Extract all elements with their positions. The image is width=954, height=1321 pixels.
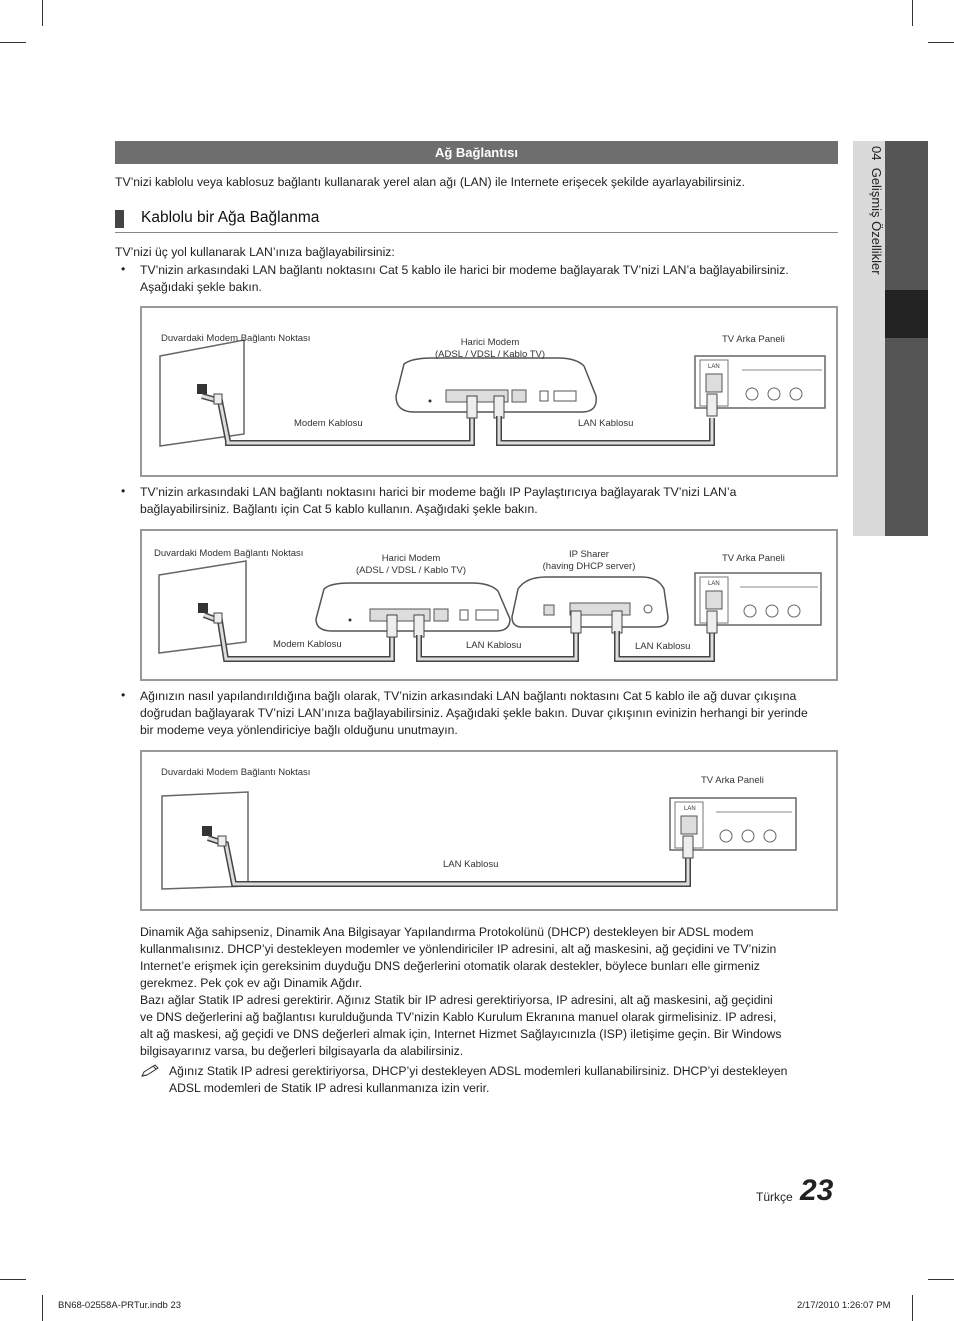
note-text	[169, 1063, 839, 1097]
tv-panel-label: TV Arka Paneli	[722, 553, 785, 564]
section-banner: Ağ Bağlantısı	[115, 141, 838, 164]
bullet-2-text	[140, 484, 840, 518]
lan-cable-label: LAN Kablosu	[466, 640, 522, 651]
lan-port-label: LAN	[684, 806, 696, 812]
text-line: TV’nizin arkasındaki LAN bağlantı noktasını harici bir modeme bağlı IP Paylaştırıcıya bağlayarak TV’nizi LAN’a	[140, 485, 737, 499]
lan-cable-label: LAN Kablosu	[578, 418, 634, 429]
modem-label-line1: Harici Modem	[460, 337, 520, 348]
heading-title: Kablolu bir Ağa Bağlanma	[141, 209, 320, 226]
diagram-modem	[140, 306, 838, 477]
crop-mark	[928, 42, 954, 43]
print-file-info: BN68-02558A-PRTur.indb 23	[58, 1300, 182, 1311]
bullet-symbol: •	[121, 262, 126, 276]
print-date-info: 2/17/2010 1:26:07 PM	[797, 1300, 891, 1311]
text-line: doğrudan bağlayarak TV’nizi LAN’ınıza bağlayabilirsiniz. Aşağıdaki şekle bakın. Duvar çıkışının evinizin herhangi bir yerinde	[140, 706, 808, 720]
modem-label-line2: (ADSL / VDSL / Kablo TV)	[356, 565, 466, 576]
text-line: TV’nizin arkasındaki LAN bağlantı noktasını Cat 5 kablo ile harici bir modeme bağlayarak TV’nizi LAN’a bağlayabilirsiniz.	[140, 263, 789, 277]
lan-cable-label: LAN Kablosu	[443, 859, 499, 870]
lan-port-label: LAN	[708, 364, 720, 370]
crop-mark	[928, 1279, 954, 1280]
text-line: Internet’e erişmek için gereksinim duyduğu DNS değerlerini otomatik olarak destekler, böylece bunları elle girmeniz	[140, 959, 760, 973]
lan-cable-label: LAN Kablosu	[635, 641, 691, 652]
crop-mark	[912, 0, 913, 26]
ip-sharer-label-line1: IP Sharer	[569, 549, 609, 560]
modem-cable-label: Modem Kablosu	[294, 418, 363, 429]
wall-port-label: Duvardaki Modem Bağlantı Noktası	[154, 548, 304, 559]
modem-label-line1: Harici Modem	[381, 553, 441, 564]
note-pencil-icon	[140, 1063, 160, 1079]
chapter-label	[856, 146, 884, 446]
chapter-title: Gelişmiş Özellikler	[869, 167, 884, 275]
text-line: gerekmez. Pek çok ev ağı Dinamik Ağdır.	[140, 976, 363, 990]
text-line: Ağınızın nasıl yapılandırıldığına bağlı olarak, TV’nizin arkasındaki LAN bağlantı noktasını Cat 5 kablo ile ağ duvar çıkışına	[140, 689, 797, 703]
ip-sharer-label-line2: (having DHCP server)	[542, 561, 636, 572]
page-language: Türkçe	[756, 1190, 793, 1204]
tv-panel-label: TV Arka Paneli	[722, 334, 785, 345]
page-number: 23	[800, 1174, 834, 1207]
text-line: ve DNS değerlerini ağ bağlantısı kurulduğunda TV’nizin Kablo Kurulum Ekranına manuel olarak girmelisiniz. IP adresi,	[140, 1010, 777, 1024]
crop-mark	[0, 1279, 26, 1280]
tv-panel-label: TV Arka Paneli	[701, 775, 764, 786]
lan-port-label: LAN	[708, 581, 720, 587]
ways-intro: TV’nizi üç yol kullanarak LAN’ınıza bağlayabilirsiniz:	[115, 245, 395, 259]
text-line: Aşağıdaki şekle bakın.	[140, 280, 262, 294]
ip-sharer-label	[534, 549, 644, 573]
crop-mark	[42, 1295, 43, 1321]
crop-mark	[0, 42, 26, 43]
text-line: bağlayabilirsiniz. Bağlantı için Cat 5 kablo kullanın. Aşağıdaki şekle bakın.	[140, 502, 538, 516]
bullet-1-text	[140, 262, 840, 296]
chapter-number: 04	[869, 146, 884, 161]
subsection-heading	[115, 207, 838, 233]
modem-cable-label: Modem Kablosu	[273, 639, 342, 650]
text-line: ADSL modemleri de Statik IP adresi kullanmanıza izin verir.	[169, 1081, 490, 1095]
diagram-wall-outlet	[140, 750, 838, 911]
modem-label	[428, 337, 552, 361]
bullet-3-text	[140, 688, 840, 739]
text-line: Ağınız Statik IP adresi gerektiriyorsa, DHCP’yi destekleyen ADSL modemleri kullanabilirsiniz. DHCP’yi destekleyen	[169, 1064, 788, 1078]
text-line: bilgisayarınız varsa, bu değerleri bilgisayarla da alabilirsiniz.	[140, 1044, 464, 1058]
bullet-symbol: •	[121, 688, 126, 702]
text-line: bir modeme veya yönlendiriciye bağlı olduğunu unutmayın.	[140, 723, 458, 737]
heading-bar	[115, 210, 124, 228]
intro-text: TV’nizi kablolu veya kablosuz bağlantı kullanarak yerel alan ağı (LAN) ile Internete erişecek şekilde ayarlayabilirsiniz.	[115, 175, 746, 189]
text-line: alt ağ maskesi, ağ geçidi ve DNS değerleri almak için, Internet Hizmet Sağlayıcınızla (ISP) iletişime geçin. Bir Windows	[140, 1027, 782, 1041]
modem-label-line2: (ADSL / VDSL / Kablo TV)	[435, 349, 545, 360]
text-line: kullanmalısınız. DHCP’yi destekleyen modemler ve yönlendiriciler IP adresini, alt ağ maskesini, ağ geçidini ve TV’nizin	[140, 942, 777, 956]
diagram-ip-sharer	[140, 529, 838, 681]
crop-mark	[42, 0, 43, 26]
sidebar-tab-dark	[885, 141, 928, 536]
dhcp-paragraph	[140, 924, 840, 1060]
wall-port-label: Duvardaki Modem Bağlantı Noktası	[161, 767, 311, 778]
modem-label	[346, 553, 476, 577]
wall-port-label: Duvardaki Modem Bağlantı Noktası	[161, 333, 311, 344]
text-line: Bazı ağlar Statik IP adresi gerektirir. Ağınız Statik bir IP adresi gerektiriyorsa, IP adresini, alt ağ maskesini, ağ geçidini	[140, 993, 773, 1007]
sidebar-tab-active	[885, 290, 928, 338]
crop-mark	[912, 1295, 913, 1321]
bullet-symbol: •	[121, 484, 126, 498]
text-line: Dinamik Ağa sahipseniz, Dinamik Ana Bilgisayar Yapılandırma Protokolünü (DHCP) destekleyen bir ADSL modem	[140, 925, 754, 939]
